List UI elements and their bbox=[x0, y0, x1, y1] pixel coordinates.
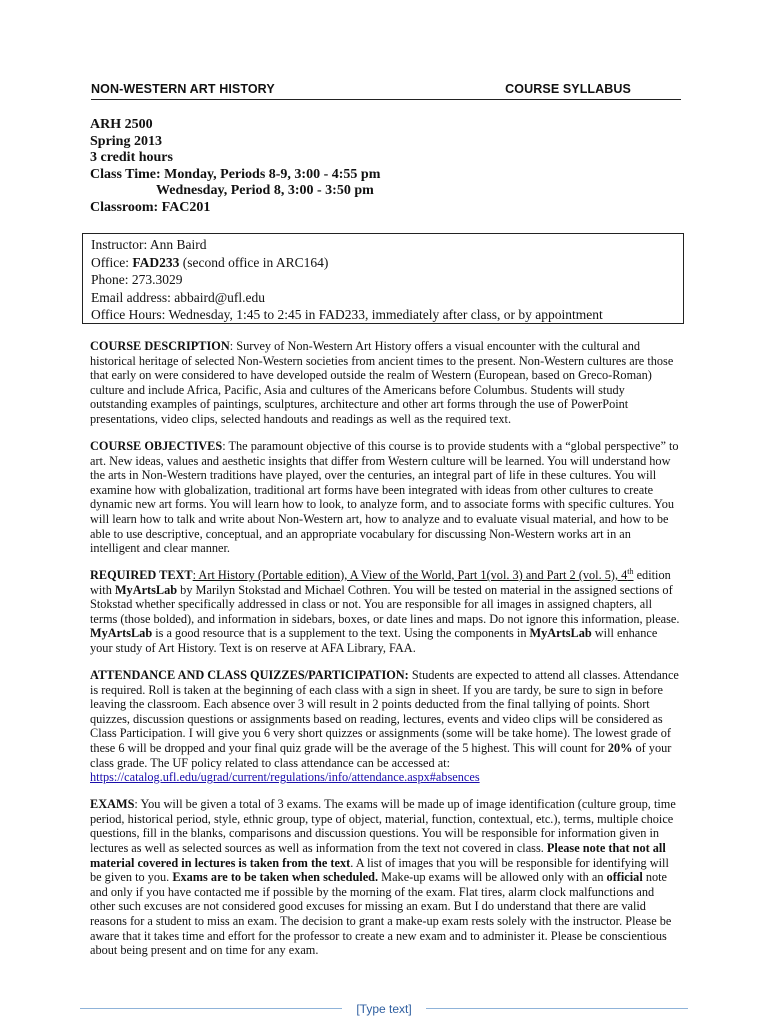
header-course-title: NON-WESTERN ART HISTORY bbox=[91, 82, 275, 96]
footer-placeholder: [Type text] bbox=[356, 1002, 412, 1016]
course-description-text: : Survey of Non-Western Art History offers a visual encounter with the cultural and historical heritage of selected Non-Western societies from ancient times to the present. Non-Western cultures are those that early on were considered to have developed outside the realm of Western (European, based on Greco-Roman) culture and include Africa, Pacific, Asia and cultures of the Americans before Columbus. Students will study outstanding examples of paintings, sculptures, architecture and other art forms through the use of PowerPoint presentations, video clips, selected handouts and readings as well as the required text. bbox=[90, 339, 674, 426]
course-objectives-text: : The paramount objective of this course is to provide students with a “global perspective” to art. New ideas, values and aesthetic insights that differ from Western culture will be learned. You will understand how the arts in Non-Western traditions have played, over the centuries, an integral part of life in these cultures. You will examine how with globalization, traditional art forms have been integrated with ideas from other cultures to create dynamic new art forms. You will learn how to look, to analyze form, and to associate forms with specific cultures. You will learn how to talk and write about Non-Western art, how to analyze and to evaluate visual material, and how to be able to use descriptive, conceptual, and an appropriate vocabulary for discussing Non-Western works art in an intelligent and clear manner. bbox=[90, 438, 679, 556]
office-room: FAD233 bbox=[132, 254, 180, 270]
office-note: (second office in ARC164) bbox=[179, 254, 329, 270]
exams-scheduled-bold: Exams are to be taken when scheduled. bbox=[172, 870, 379, 885]
header-doc-type: COURSE SYLLABUS bbox=[505, 82, 631, 96]
instructor-email: Email address: abbaird@ufl.edu bbox=[91, 289, 266, 305]
attendance-heading: ATTENDANCE AND CLASS QUIZZES/PARTICIPATION: bbox=[90, 668, 409, 683]
footer-rule-right bbox=[426, 1008, 688, 1009]
required-text-section bbox=[90, 568, 682, 656]
course-credits: 3 credit hours bbox=[90, 150, 173, 165]
myartslab-name: MyArtsLab bbox=[114, 582, 178, 597]
attendance-text-2: of your class grade. The UF policy related to class attendance can be accessed at: bbox=[90, 741, 672, 770]
course-code: ARH 2500 bbox=[90, 117, 153, 132]
edition-superscript: th bbox=[627, 567, 634, 576]
syllabus-body bbox=[90, 339, 682, 970]
course-objectives-heading: COURSE OBJECTIVES bbox=[90, 438, 223, 453]
exams-heading: EXAMS bbox=[90, 797, 135, 812]
page-header bbox=[91, 81, 681, 101]
instructor-phone: Phone: 273.3029 bbox=[91, 272, 183, 287]
course-description-heading: COURSE DESCRIPTION bbox=[90, 339, 230, 353]
exams-section bbox=[90, 797, 682, 958]
classroom: Classroom: FAC201 bbox=[90, 199, 211, 215]
page-footer bbox=[80, 998, 688, 1018]
attendance-text-1: Students are expected to attend all classes. Attendance is required. Roll is taken at the beginning of each class with a sign in sheet. If you are tardy, be sure to sign in before leaving the classroom. Each absence over 3 will result in 2 points deducted from the final tallying of points. Short quizzes, discussion questions or assignments based on reading, lectures, events and video clips will be considered as Class Participation. I will give you 6 very short quizzes or assignments (some will be take home). The lowest grade of these 6 will be dropped and your final quiz grade will be the average of the 5 highest. This will count for bbox=[90, 668, 679, 756]
exams-text-2: . A list of images that you will be responsible for identifying will be given to you. bbox=[90, 855, 669, 885]
required-text-part3: by Marilyn Stokstad and Michael Cothren. You will be tested on material in the assigned sections of Stokstad whether specifically addressed in class or not. You are responsible for all images in assigned chapters, all terms (those bolded), and information in sidebars, boxes, or date lines and maps. Do not ignore this information, please. bbox=[90, 582, 680, 626]
exams-official-bold: official bbox=[606, 870, 643, 885]
course-objectives-section bbox=[90, 439, 682, 556]
exams-text-3: Make-up exams will be allowed only with an bbox=[378, 870, 607, 885]
myartslab-name-3: MyArtsLab bbox=[529, 626, 592, 641]
required-text-book: : Art History (Portable edition), A View of the World, Part 1(vol. 3) and Part 2 (vol. 5), 4 bbox=[192, 568, 628, 583]
course-description-section bbox=[90, 339, 682, 427]
instructor-office bbox=[91, 254, 683, 272]
required-text-title bbox=[193, 568, 634, 582]
header-rule bbox=[91, 99, 681, 100]
required-text-part5: will enhance your study of Art History. Text is on reserve at AFA Library, FAA. bbox=[90, 626, 658, 656]
required-text-part2: edition with bbox=[90, 568, 671, 597]
instructor-box bbox=[82, 233, 684, 324]
instructor-name: Instructor: Ann Baird bbox=[91, 237, 207, 252]
exams-note-bold: Please note that not all material covered in lectures is taken from the text bbox=[90, 840, 666, 870]
exams-text-4: note and only if you have contacted me if possible by the morning of the exam. Flat tires, alarm clock malfunctions and other such excuses are not considered good excuses for missing an exam. But I do understand that there are valid reasons for a student to miss an exam. The decision to grant a make-up exam rests solely with the instructor. Please be aware that it takes time and effort for the professor to create a new exam and to administer it. Please be conscientious about being present and on time for any exam. bbox=[90, 870, 672, 958]
exams-text-1: : You will be given a total of 3 exams. The exams will be made up of image identification (culture group, time period, historical period, style, ethnic group, type of object, material, function, contextual, etc.), terms, multiple choice questions, fill in the blanks, comparisons and discussion questions. You will be responsible for information given in lectures as well as selected sources as well as information from the text not covered in class. bbox=[90, 797, 676, 855]
attendance-policy-link[interactable]: https://catalog.ufl.edu/ugrad/current/regulations/info/attendance.aspx#absences bbox=[90, 770, 480, 785]
course-term: Spring 2013 bbox=[90, 133, 162, 149]
myartslab-name-2: MyArtsLab bbox=[90, 626, 153, 641]
attendance-section bbox=[90, 668, 682, 785]
participation-percent: 20% bbox=[607, 741, 633, 756]
office-label: Office: bbox=[91, 254, 133, 270]
class-time-wednesday: Wednesday, Period 8, 3:00 - 3:50 pm bbox=[156, 183, 374, 198]
course-info bbox=[90, 117, 380, 216]
required-text-part4: is a good resource that is a supplement to the text. Using the components in bbox=[152, 626, 530, 641]
instructor-office-hours: Office Hours: Wednesday, 1:45 to 2:45 in FAD233, immediately after class, or by appointment bbox=[91, 307, 603, 322]
class-time-monday: Class Time: Monday, Periods 8-9, 3:00 - 4:55 pm bbox=[90, 166, 381, 182]
required-text-heading: REQUIRED TEXT bbox=[90, 568, 193, 583]
